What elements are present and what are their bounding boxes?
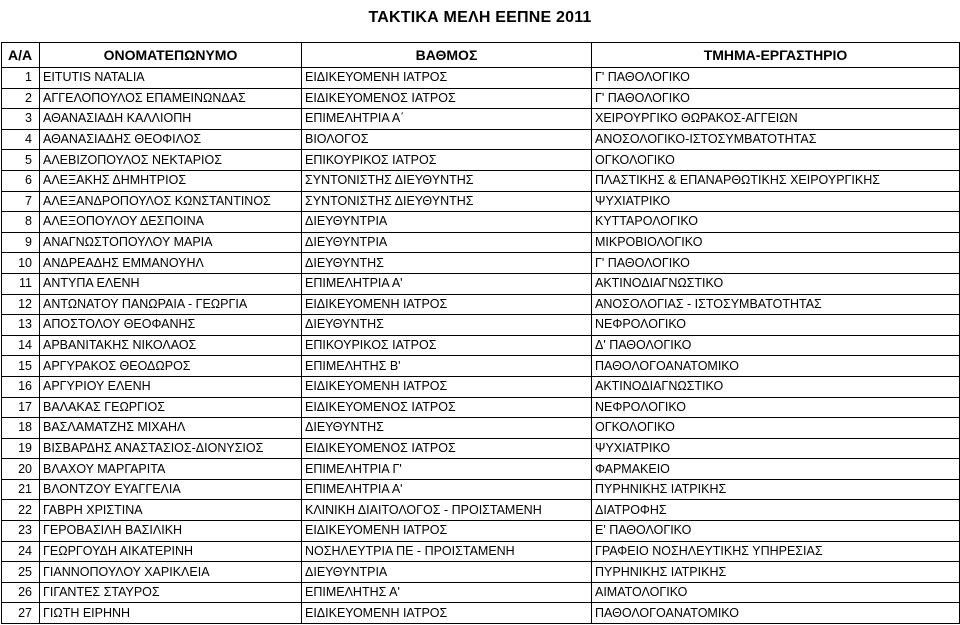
cell-rank: ΕΙΔΙΚΕΥΟΜΕΝΟΣ ΙΑΤΡΟΣ [302, 438, 592, 459]
cell-dept: ΑΝΟΣΟΛΟΓΙΚΟ-ΙΣΤΟΣΥΜΒΑΤΟΤΗΤΑΣ [592, 129, 960, 150]
cell-aa: 17 [2, 397, 40, 418]
table-row [2, 294, 960, 315]
table-row [2, 521, 960, 542]
cell-name: ΑΛΕΞΑΝΔΡΟΠΟΥΛΟΣ ΚΩΝΣΤΑΝΤΙΝΟΣ [40, 191, 302, 212]
cell-name: ΒΙΣΒΑΡΔΗΣ ΑΝΑΣΤΑΣΙΟΣ-ΔΙΟΝΥΣΙΟΣ [40, 438, 302, 459]
cell-aa: 24 [2, 541, 40, 562]
cell-aa: 14 [2, 335, 40, 356]
cell-dept: ΜΙΚΡΟΒΙΟΛΟΓΙΚΟ [592, 232, 960, 253]
cell-dept: ΔΙΑΤΡΟΦΗΣ [592, 500, 960, 521]
table-row [2, 335, 960, 356]
cell-name: ΓΙΓΑΝΤΕΣ ΣΤΑΥΡΟΣ [40, 582, 302, 603]
cell-aa: 6 [2, 170, 40, 191]
cell-rank: ΔΙΕΥΘΥΝΤΡΙΑ [302, 212, 592, 233]
cell-rank: ΔΙΕΥΘΥΝΤΡΙΑ [302, 562, 592, 583]
cell-aa: 27 [2, 603, 40, 624]
table-row [2, 88, 960, 109]
cell-aa: 4 [2, 129, 40, 150]
table-row [2, 397, 960, 418]
cell-name: ΒΑΛΑΚΑΣ ΓΕΩΡΓΙΟΣ [40, 397, 302, 418]
cell-rank: ΕΙΔΙΚΕΥΟΜΕΝΟΣ ΙΑΤΡΟΣ [302, 88, 592, 109]
table-row [2, 68, 960, 89]
cell-aa: 20 [2, 459, 40, 480]
table-row [2, 109, 960, 130]
table-row [2, 376, 960, 397]
cell-dept: ΨΥΧΙΑΤΡΙΚΟ [592, 191, 960, 212]
cell-rank: ΕΙΔΙΚΕΥΟΜΕΝΗ ΙΑΤΡΟΣ [302, 376, 592, 397]
cell-rank: ΕΠΙΜΕΛΗΤΗΣ Α' [302, 582, 592, 603]
cell-rank: ΔΙΕΥΘΥΝΤΗΣ [302, 418, 592, 439]
cell-name: ΑΝΑΓΝΩΣΤΟΠΟΥΛΟΥ ΜΑΡΙΑ [40, 232, 302, 253]
cell-name: ΑΠΟΣΤΟΛΟΥ ΘΕΟΦΑΝΗΣ [40, 315, 302, 336]
table-row [2, 356, 960, 377]
document-title: ΤΑΚΤΙΚΑ ΜΕΛΗ ΕΕΠΝΕ 2011 [368, 9, 592, 26]
cell-name: ΓΙΩΤΗ ΕΙΡΗΝΗ [40, 603, 302, 624]
cell-dept: ΠΛΑΣΤΙΚΗΣ & ΕΠΑΝΑΡΘΩΤΙΚΗΣ ΧΕΙΡΟΥΡΓΙΚΗΣ [592, 170, 960, 191]
cell-name: ΑΘΑΝΑΣΙΑΔΗ ΚΑΛΛΙΟΠΗ [40, 109, 302, 130]
cell-dept: Δ' ΠΑΘΟΛΟΓΙΚΟ [592, 335, 960, 356]
table-row [2, 212, 960, 233]
cell-dept: ΠΑΘΟΛΟΓΟΑΝΑΤΟΜΙΚΟ [592, 603, 960, 624]
cell-name: ΑΝΤΩΝΑΤΟΥ ΠΑΝΩΡΑΙΑ - ΓΕΩΡΓΙΑ [40, 294, 302, 315]
table-row [2, 603, 960, 624]
table-row [2, 315, 960, 336]
cell-aa: 8 [2, 212, 40, 233]
cell-rank: ΕΙΔΙΚΕΥΟΜΕΝΗ ΙΑΤΡΟΣ [302, 521, 592, 542]
cell-name: ΓΑΒΡΗ ΧΡΙΣΤΙΝΑ [40, 500, 302, 521]
cell-dept: Γ' ΠΑΘΟΛΟΓΙΚΟ [592, 88, 960, 109]
cell-name: ΑΛΕΞΟΠΟΥΛΟΥ ΔΕΣΠΟΙΝΑ [40, 212, 302, 233]
table-body [2, 68, 960, 624]
cell-dept: Γ' ΠΑΘΟΛΟΓΙΚΟ [592, 68, 960, 89]
table-row [2, 541, 960, 562]
cell-aa: 21 [2, 479, 40, 500]
cell-name: ΑΝΤΥΠΑ ΕΛΕΝΗ [40, 273, 302, 294]
cell-aa: 3 [2, 109, 40, 130]
cell-rank: ΒΙΟΛΟΓΟΣ [302, 129, 592, 150]
cell-aa: 23 [2, 521, 40, 542]
cell-aa: 19 [2, 438, 40, 459]
cell-name: ΑΛΕΒΙΖΟΠΟΥΛΟΣ ΝΕΚΤΑΡΙΟΣ [40, 150, 302, 171]
cell-name: ΑΝΔΡΕΑΔΗΣ ΕΜΜΑΝΟΥΗΛ [40, 253, 302, 274]
table-row [2, 562, 960, 583]
table-row [2, 500, 960, 521]
cell-rank: ΕΠΙΜΕΛΗΤΗΣ Β' [302, 356, 592, 377]
cell-rank: ΣΥΝΤΟΝΙΣΤΗΣ ΔΙΕΥΘΥΝΤΗΣ [302, 170, 592, 191]
cell-rank: ΕΠΙΜΕΛΗΤΡΙΑ Α' [302, 479, 592, 500]
cell-dept: ΑΝΟΣΟΛΟΓΙΑΣ - ΙΣΤΟΣΥΜΒΑΤΟΤΗΤΑΣ [592, 294, 960, 315]
column-header-dept: ΤΜΗΜΑ-ΕΡΓΑΣΤΗΡΙΟ [592, 43, 960, 68]
cell-rank: ΕΙΔΙΚΕΥΟΜΕΝΟΣ ΙΑΤΡΟΣ [302, 397, 592, 418]
cell-name: ΑΡΓΥΡΙΟΥ ΕΛΕΝΗ [40, 376, 302, 397]
cell-name: ΓΕΩΡΓΟΥΔΗ ΑΙΚΑΤΕΡΙΝΗ [40, 541, 302, 562]
cell-rank: ΣΥΝΤΟΝΙΣΤΗΣ ΔΙΕΥΘΥΝΤΗΣ [302, 191, 592, 212]
cell-name: ΒΛΑΧΟΥ ΜΑΡΓΑΡΙΤΑ [40, 459, 302, 480]
cell-aa: 7 [2, 191, 40, 212]
cell-dept: ΑΚΤΙΝΟΔΙΑΓΝΩΣΤΙΚΟ [592, 273, 960, 294]
cell-aa: 10 [2, 253, 40, 274]
cell-name: ΑΛΕΞΑΚΗΣ ΔΗΜΗΤΡΙΟΣ [40, 170, 302, 191]
cell-rank: ΕΙΔΙΚΕΥΟΜΕΝΗ ΙΑΤΡΟΣ [302, 603, 592, 624]
table-row [2, 232, 960, 253]
header-row [2, 43, 960, 68]
cell-dept: ΠΑΘΟΛΟΓΟΑΝΑΤΟΜΙΚΟ [592, 356, 960, 377]
table-row [2, 582, 960, 603]
cell-rank: ΕΠΙΚΟΥΡΙΚΟΣ ΙΑΤΡΟΣ [302, 335, 592, 356]
cell-rank: ΕΠΙΜΕΛΗΤΡΙΑ Α΄ [302, 109, 592, 130]
cell-rank: ΕΙΔΙΚΕΥΟΜΕΝΗ ΙΑΤΡΟΣ [302, 294, 592, 315]
table-row [2, 273, 960, 294]
cell-name: ΑΡΓΥΡΑΚΟΣ ΘΕΟΔΩΡΟΣ [40, 356, 302, 377]
cell-dept: ΟΓΚΟΛΟΓΙΚΟ [592, 150, 960, 171]
cell-name: ΑΘΑΝΑΣΙΑΔΗΣ ΘΕΟΦΙΛΟΣ [40, 129, 302, 150]
cell-rank: ΔΙΕΥΘΥΝΤΡΙΑ [302, 232, 592, 253]
column-header-aa: A/A [2, 43, 40, 68]
cell-dept: ΝΕΦΡΟΛΟΓΙΚΟ [592, 397, 960, 418]
cell-aa: 2 [2, 88, 40, 109]
table-row [2, 253, 960, 274]
cell-aa: 13 [2, 315, 40, 336]
cell-aa: 18 [2, 418, 40, 439]
column-header-name: ΟΝΟΜΑΤΕΠΩΝΥΜΟ [40, 43, 302, 68]
cell-dept: ΧΕΙΡΟΥΡΓΙΚΟ ΘΩΡΑΚΟΣ-ΑΓΓΕΙΩΝ [592, 109, 960, 130]
cell-name: ΑΓΓΕΛΟΠΟΥΛΟΣ ΕΠΑΜΕΙΝΩΝΔΑΣ [40, 88, 302, 109]
cell-rank: ΔΙΕΥΘΥΝΤΗΣ [302, 315, 592, 336]
table-row [2, 438, 960, 459]
cell-dept: ΨΥΧΙΑΤΡΙΚΟ [592, 438, 960, 459]
cell-dept: ΑΚΤΙΝΟΔΙΑΓΝΩΣΤΙΚΟ [592, 376, 960, 397]
table-row [2, 170, 960, 191]
cell-rank: ΕΠΙΜΕΛΗΤΡΙΑ Γ' [302, 459, 592, 480]
cell-dept: ΦΑΡΜΑΚΕΙΟ [592, 459, 960, 480]
cell-rank: ΕΙΔΙΚΕΥΟΜΕΝΗ ΙΑΤΡΟΣ [302, 68, 592, 89]
table-row [2, 479, 960, 500]
cell-name: ΑΡΒΑΝΙΤΑΚΗΣ ΝΙΚΟΛΑΟΣ [40, 335, 302, 356]
cell-name: ΒΛΟΝΤΖΟΥ ΕΥΑΓΓΕΛΙΑ [40, 479, 302, 500]
cell-dept: ΝΕΦΡΟΛΟΓΙΚΟ [592, 315, 960, 336]
cell-dept: ΠΥΡΗΝΙΚΗΣ ΙΑΤΡΙΚΗΣ [592, 479, 960, 500]
cell-rank: ΕΠΙΚΟΥΡΙΚΟΣ ΙΑΤΡΟΣ [302, 150, 592, 171]
cell-aa: 11 [2, 273, 40, 294]
column-header-rank: ΒΑΘΜΟΣ [302, 43, 592, 68]
cell-aa: 25 [2, 562, 40, 583]
cell-aa: 22 [2, 500, 40, 521]
cell-rank: ΚΛΙΝΙΚΗ ΔΙΑΙΤΟΛΟΓΟΣ - ΠΡΟΙΣΤΑΜΕΝΗ [302, 500, 592, 521]
cell-aa: 1 [2, 68, 40, 89]
cell-name: ΓΕΡΟΒΑΣΙΛΗ ΒΑΣΙΛΙΚΗ [40, 521, 302, 542]
cell-dept: ΓΡΑΦΕΙΟ ΝΟΣΗΛΕΥΤΙΚΗΣ ΥΠΗΡΕΣΙΑΣ [592, 541, 960, 562]
cell-aa: 12 [2, 294, 40, 315]
cell-name: ΓΙΑΝΝΟΠΟΥΛΟΥ ΧΑΡΙΚΛΕΙΑ [40, 562, 302, 583]
cell-name: EITUTIS NATALIA [40, 68, 302, 89]
cell-name: ΒΑΣΛΑΜΑΤΖΗΣ ΜΙΧΑΗΛ [40, 418, 302, 439]
cell-rank: ΝΟΣΗΛΕΥΤΡΙΑ ΠΕ - ΠΡΟΙΣΤΑΜΕΝΗ [302, 541, 592, 562]
cell-rank: ΕΠΙΜΕΛΗΤΡΙΑ Α' [302, 273, 592, 294]
table-row [2, 150, 960, 171]
cell-rank: ΔΙΕΥΘΥΝΤΗΣ [302, 253, 592, 274]
cell-aa: 26 [2, 582, 40, 603]
table-row [2, 129, 960, 150]
table-row [2, 191, 960, 212]
cell-dept: ΟΓΚΟΛΟΓΙΚΟ [592, 418, 960, 439]
table-row [2, 418, 960, 439]
cell-aa: 16 [2, 376, 40, 397]
table-row [2, 459, 960, 480]
members-table [1, 42, 960, 624]
cell-dept: Ε' ΠΑΘΟΛΟΓΙΚΟ [592, 521, 960, 542]
cell-aa: 15 [2, 356, 40, 377]
cell-dept: ΑΙΜΑΤΟΛΟΓΙΚΟ [592, 582, 960, 603]
cell-aa: 9 [2, 232, 40, 253]
cell-aa: 5 [2, 150, 40, 171]
cell-dept: Γ' ΠΑΘΟΛΟΓΙΚΟ [592, 253, 960, 274]
cell-dept: ΠΥΡΗΝΙΚΗΣ ΙΑΤΡΙΚΗΣ [592, 562, 960, 583]
cell-dept: ΚΥΤΤΑΡΟΛΟΓΙΚΟ [592, 212, 960, 233]
